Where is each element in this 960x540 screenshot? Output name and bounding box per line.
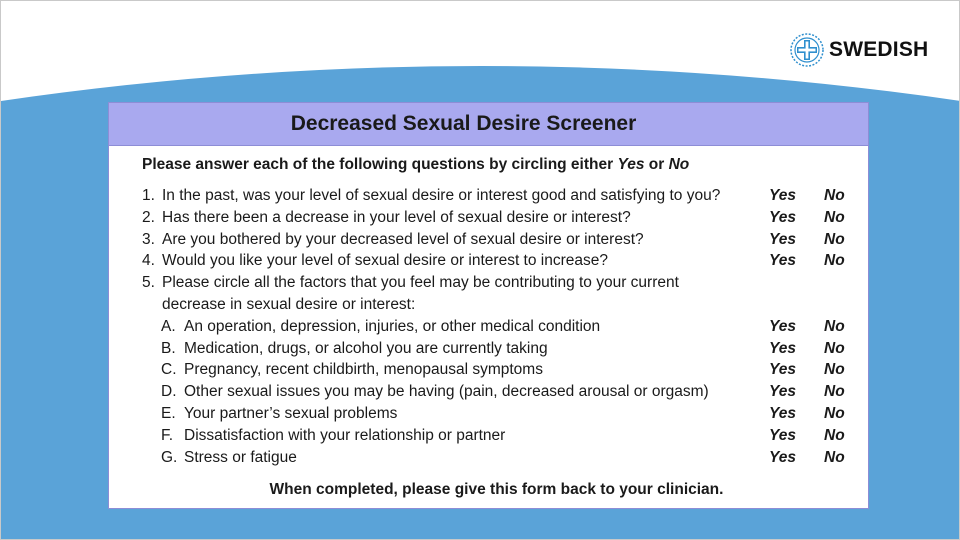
no-option[interactable]: No: [824, 208, 845, 226]
question-text: Has there been a decrease in your level of sexual desire or interest?: [162, 208, 631, 226]
yes-option[interactable]: Yes: [769, 404, 797, 422]
no-option[interactable]: No: [824, 230, 845, 248]
factor-row-e: [142, 403, 854, 425]
no-option[interactable]: No: [824, 383, 845, 401]
factor-row-b: [142, 338, 854, 360]
question-row-4: [142, 250, 854, 272]
no-option[interactable]: No: [824, 252, 845, 270]
yes-option[interactable]: Yes: [769, 426, 797, 444]
instructions-no: No: [668, 156, 690, 173]
no-option[interactable]: No: [824, 361, 845, 379]
yes-option[interactable]: Yes: [769, 252, 797, 270]
factor-letter: B.: [161, 339, 176, 357]
factor-row-c: [142, 359, 854, 381]
no-option[interactable]: No: [824, 187, 845, 204]
factor-text: Medication, drugs, or alcohol you are currently taking: [184, 339, 548, 357]
question-text-continuation: decrease in sexual desire or interest:: [162, 295, 416, 313]
no-option[interactable]: No: [824, 426, 845, 444]
factor-row-a: [142, 316, 854, 338]
no-option[interactable]: No: [824, 404, 845, 422]
question-text: In the past, was your level of sexual desire or interest good and satisfying to you?: [162, 187, 721, 204]
factor-letter: F.: [161, 426, 174, 444]
question-row-2: [142, 207, 854, 229]
no-option[interactable]: No: [824, 317, 845, 335]
form-title: Decreased Sexual Desire Screener: [290, 112, 637, 135]
factor-text: Other sexual issues you may be having (pain, decreased arousal or orgasm): [184, 383, 709, 401]
factor-text: Dissatisfaction with your relationship or partner: [184, 426, 506, 444]
yes-option[interactable]: Yes: [769, 317, 797, 335]
screener-form: [108, 102, 869, 509]
factor-letter: G.: [161, 448, 178, 466]
question-number: 1.: [142, 187, 155, 204]
yes-option[interactable]: Yes: [769, 339, 797, 357]
question-number: 5.: [142, 274, 155, 292]
form-header: [109, 103, 868, 146]
factor-letter: E.: [161, 404, 176, 422]
instructions-yes: Yes: [617, 156, 645, 173]
factor-row-g: [142, 447, 854, 469]
no-option[interactable]: No: [824, 339, 845, 357]
question-text: Please circle all the factors that you feel may be contributing to your current: [162, 274, 679, 292]
factor-text: Your partner’s sexual problems: [184, 404, 398, 422]
factor-letter: C.: [161, 361, 177, 379]
yes-option[interactable]: Yes: [769, 361, 797, 379]
factor-letter: D.: [161, 383, 177, 401]
instructions: [142, 156, 689, 174]
yes-option[interactable]: Yes: [769, 208, 797, 226]
yes-option[interactable]: Yes: [769, 187, 797, 204]
question-number: 4.: [142, 252, 155, 270]
factor-row-f: [142, 425, 854, 447]
question-row-1: [142, 185, 854, 207]
question-number: 3.: [142, 230, 155, 248]
yes-option[interactable]: Yes: [769, 448, 797, 466]
question-row-3: [142, 229, 854, 251]
factor-text: Pregnancy, recent childbirth, menopausal symptoms: [184, 361, 543, 379]
question-row-5: [142, 272, 854, 294]
yes-option[interactable]: Yes: [769, 230, 797, 248]
factor-text: An operation, depression, injuries, or other medical condition: [184, 317, 601, 335]
swedish-cross-icon: [789, 32, 825, 68]
question-number: 2.: [142, 208, 155, 226]
factor-letter: A.: [161, 317, 176, 335]
instructions-prefix: Please answer each of the following questions by circling either: [142, 156, 618, 173]
no-option[interactable]: No: [824, 448, 845, 466]
instructions-or: or: [644, 156, 669, 173]
question-text: Are you bothered by your decreased level of sexual desire or interest?: [162, 230, 644, 248]
factor-text: Stress or fatigue: [184, 448, 297, 466]
question-list: [142, 185, 854, 468]
swedish-logo: [789, 31, 928, 69]
completion-note: When completed, please give this form back to your clinician.: [269, 481, 724, 498]
yes-option[interactable]: Yes: [769, 383, 797, 401]
question-text: Would you like your level of sexual desire or interest to increase?: [162, 252, 608, 270]
question-row-5-continuation: [142, 294, 854, 316]
factor-row-d: [142, 381, 854, 403]
brand-name: SWEDISH: [829, 38, 929, 61]
